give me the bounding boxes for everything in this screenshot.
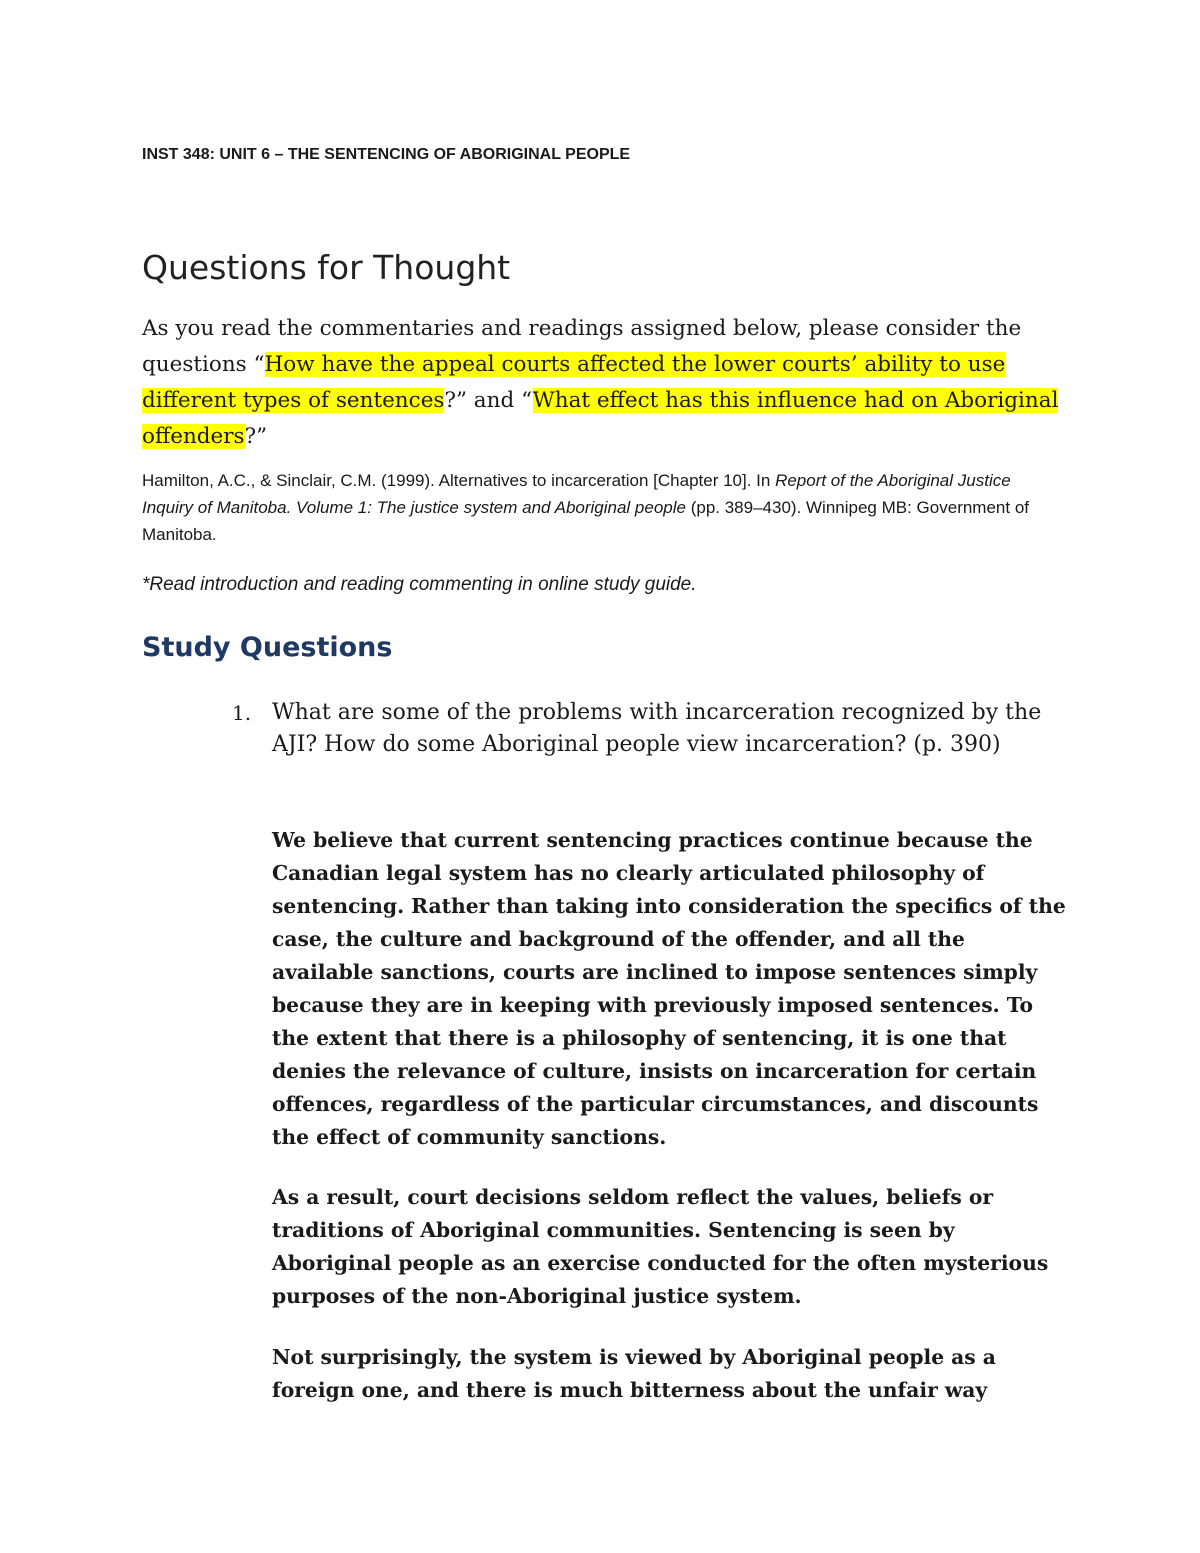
questions-for-thought-heading: Questions for Thought [142,248,511,287]
answer-paragraph: Not surprisingly, the system is viewed by Aboriginal people as a foreign one, and there is much bitterness about the unfair way [272,1345,996,1402]
intro-text-middle: ?” and “ [444,388,533,413]
study-questions-heading: Study Questions [142,632,393,663]
citation-authors: Hamilton, A.C., & Sinclair, C.M. (1999). Alternatives to incarceration [Chapter 10]. In [142,471,776,490]
question-number: 1. [232,701,252,725]
highlighted-question-1: How have the appeal courts affected the lower courts’ ability to use different types of sentences [142,352,1006,413]
highlighted-question-2: What effect has this influence had on Aboriginal offenders [142,388,1059,449]
intro-paragraph [142,311,1072,455]
citation-title: Report of the Aboriginal Justice Inquiry of Manitoba. Volume 1: The justice system and Aboriginal people [142,471,1011,517]
study-guide-note: *Read introduction and reading commenting in online study guide. [142,574,697,595]
reading-citation [142,467,1042,548]
question-text: What are some of the problems with incarceration recognized by the AJI? How do some Aboriginal people view incarceration? (p. 390) [272,700,1042,757]
answer-paragraph: We believe that current sentencing practices continue because the Canadian legal system has no clearly articulated philosophy of sentencing. Rather than taking into consideration the specifics of the case, the culture and background of the offender, and all the available sanctions, courts are inclined to impose sentences simply because they are in keeping with previously imposed sentences. To the extent that there is a philosophy of sentencing, it is one that denies the relevance of culture, insists on incarceration for certain offences, regardless of the particular circumstances, and discounts the effect of community sanctions. [272,828,1066,1149]
citation-publisher: (pp. 389–430). Winnipeg MB: Government of Manitoba. [142,498,1029,544]
course-header: INST 348: UNIT 6 – THE SENTENCING OF ABORIGINAL PEOPLE [142,146,631,163]
answer-paragraph: As a result, court decisions seldom reflect the values, beliefs or traditions of Aboriginal communities. Sentencing is seen by Aboriginal people as an exercise conducted for the often mysterious purposes of the non-Aboriginal justice system. [272,1185,1049,1308]
intro-text-before: As you read the commentaries and readings assigned below, please consider the questions “ [142,316,1022,377]
intro-text-after: ?” [244,424,268,449]
